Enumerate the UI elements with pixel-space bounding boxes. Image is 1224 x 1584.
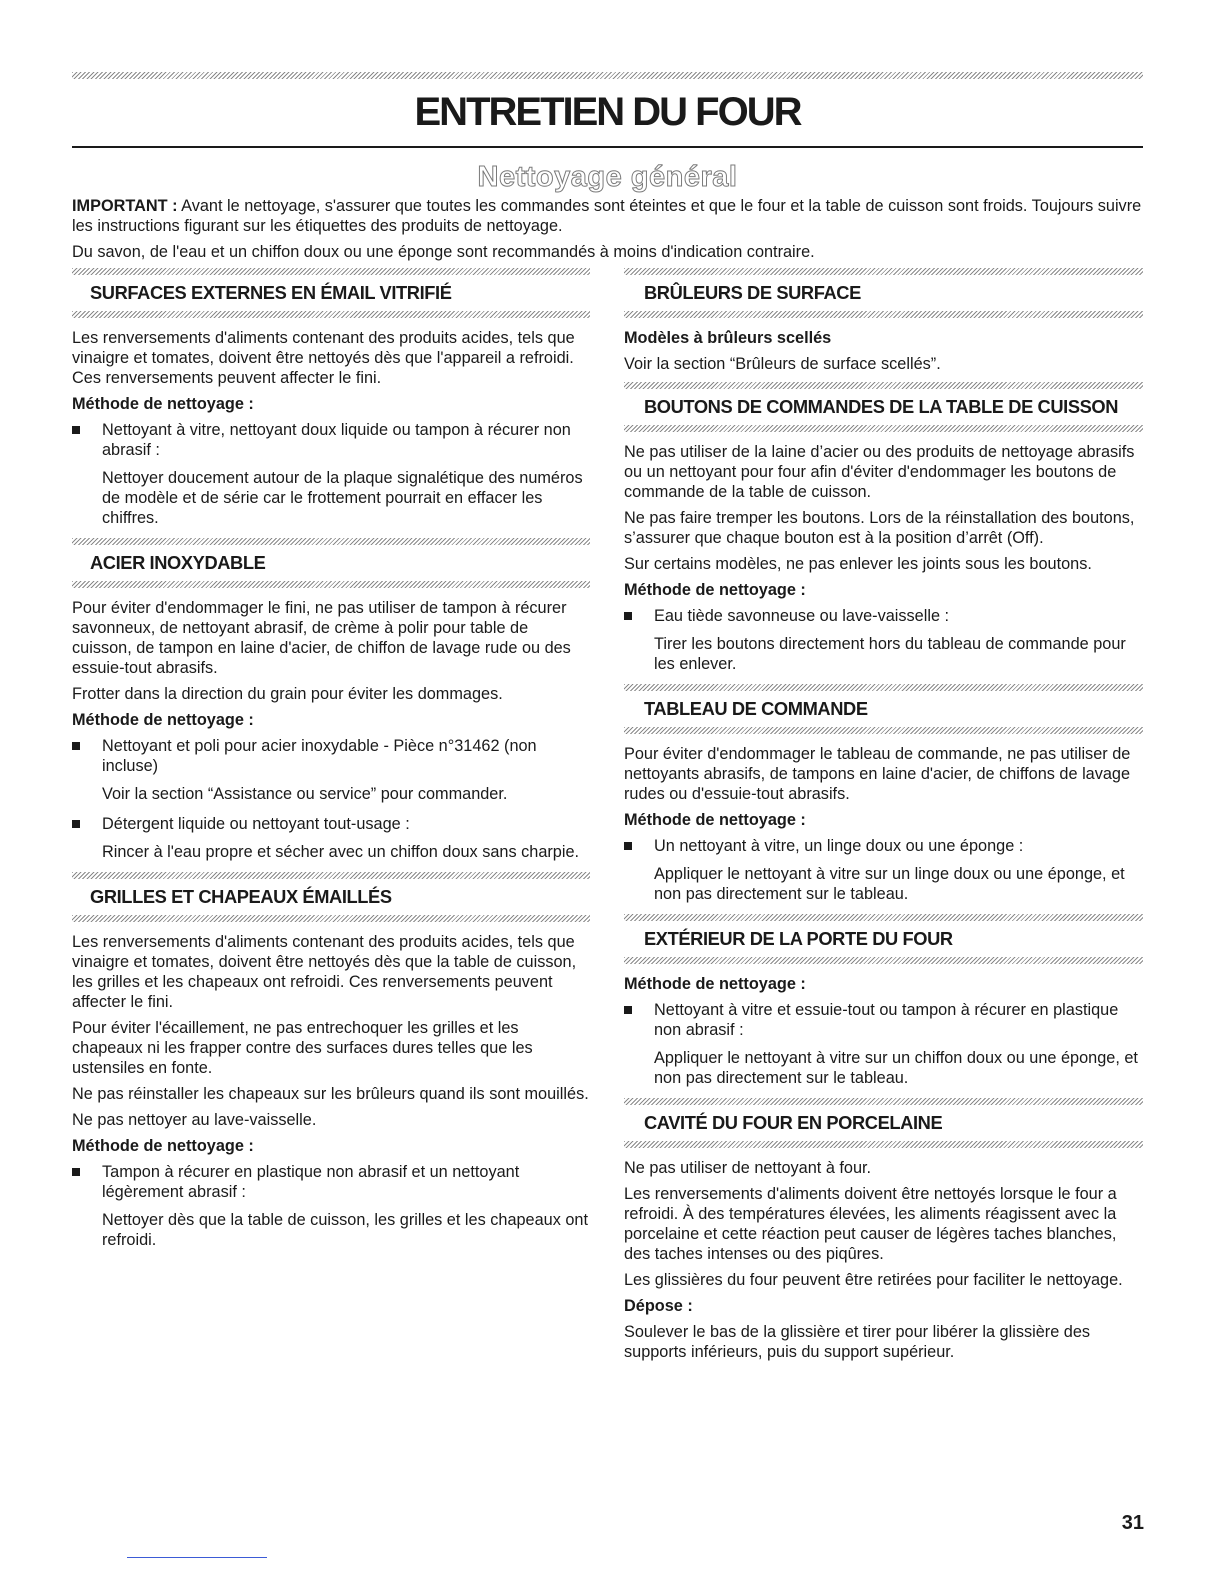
top-hatch-divider bbox=[72, 72, 1143, 79]
bullet-text: Détergent liquide ou nettoyant tout-usage : bbox=[102, 815, 410, 833]
bullet-square-icon bbox=[72, 742, 80, 750]
paragraph: Sur certains modèles, ne pas enlever les joints sous les boutons. bbox=[624, 555, 1092, 573]
section-bruleurs-surface bbox=[624, 268, 1143, 374]
paragraph: Ne pas utiliser de nettoyant à four. bbox=[624, 1159, 872, 1177]
paragraph: Ne pas utiliser de la laine d’acier ou des produits de nettoyage abrasifs ou un nettoyant pour four afin d'éviter d'endommager les boutons de commande de la table de cuisson. bbox=[624, 443, 1135, 501]
bullet-detail: Nettoyer dès que la table de cuisson, les grilles et les chapeaux ont refroidi. bbox=[102, 1211, 589, 1249]
method-label: Modèles à brûleurs scellés bbox=[624, 329, 832, 347]
section-heading: TABLEAU DE COMMANDE bbox=[644, 698, 868, 719]
section-body bbox=[72, 588, 590, 862]
section-cavite-four bbox=[624, 1098, 1143, 1362]
section-porte-four bbox=[624, 914, 1143, 1088]
section-divider bbox=[624, 727, 1143, 734]
section-body bbox=[624, 964, 1143, 1088]
section-heading: CAVITÉ DU FOUR EN PORCELAINE bbox=[644, 1112, 943, 1133]
important-text: Avant le nettoyage, s'assurer que toutes les commandes sont éteintes et que le four et la table de cuisson sont froids. Toujours suivre les instructions figurant sur les étiquettes des produits de nettoyage. bbox=[72, 197, 1142, 235]
section-body bbox=[72, 922, 590, 1250]
section-email-vitrifie bbox=[72, 268, 590, 528]
bullet-item bbox=[624, 836, 1143, 856]
page-title: ENTRETIEN DU FOUR bbox=[414, 90, 801, 134]
bullet-detail: Tirer les boutons directement hors du tableau de commande pour les enlever. bbox=[654, 635, 1126, 673]
section-heading: BRÛLEURS DE SURFACE bbox=[644, 282, 861, 303]
method-label: Méthode de nettoyage : bbox=[72, 395, 254, 413]
bullet-text: Nettoyant à vitre, nettoyant doux liquide ou tampon à récurer non abrasif : bbox=[102, 421, 571, 459]
section-divider bbox=[72, 538, 590, 545]
intro bbox=[72, 196, 1143, 268]
bullet-square-icon bbox=[624, 842, 632, 850]
section-divider bbox=[72, 311, 590, 318]
section-divider bbox=[624, 957, 1143, 964]
bullet-detail: Voir la section “Assistance ou service” pour commander. bbox=[102, 785, 508, 803]
paragraph: Frotter dans la direction du grain pour éviter les dommages. bbox=[72, 685, 503, 703]
section-divider bbox=[624, 1098, 1143, 1105]
section-body bbox=[624, 734, 1143, 904]
paragraph: Les renversements d'aliments doivent être nettoyés lorsque le four a refroidi. À des températures élevées, les aliments réagissent avec la porcelaine et cette réaction peut causer de légères taches blanches, des taches intenses ou des piqûres. bbox=[624, 1185, 1117, 1263]
section-divider bbox=[72, 915, 590, 922]
bullet-text: Tampon à récurer en plastique non abrasif et un nettoyant légèrement abrasif : bbox=[102, 1163, 520, 1201]
bullet-item bbox=[72, 736, 590, 776]
bullet-item bbox=[624, 606, 1143, 626]
method-label: Dépose : bbox=[624, 1297, 693, 1315]
section-divider bbox=[72, 581, 590, 588]
bullet-square-icon bbox=[72, 1168, 80, 1176]
important-note bbox=[72, 196, 1143, 236]
section-divider bbox=[624, 268, 1143, 275]
title-rule bbox=[72, 146, 1143, 148]
section-heading: EXTÉRIEUR DE LA PORTE DU FOUR bbox=[644, 928, 953, 949]
method-label: Méthode de nettoyage : bbox=[624, 811, 806, 829]
page-number: 31 bbox=[1121, 1512, 1144, 1534]
method-label: Méthode de nettoyage : bbox=[624, 975, 806, 993]
paragraph: Ne pas nettoyer au lave-vaisselle. bbox=[72, 1111, 317, 1129]
paragraph: Pour éviter d'endommager le tableau de commande, ne pas utiliser de nettoyants abrasifs, de tampons en laine d'acier, de chiffons de lavage rudes ou d'essuie-tout abrasifs. bbox=[624, 745, 1131, 803]
section-heading: GRILLES ET CHAPEAUX ÉMAILLÉS bbox=[90, 886, 392, 907]
section-divider bbox=[72, 872, 590, 879]
left-column bbox=[72, 268, 590, 1260]
section-divider bbox=[624, 311, 1143, 318]
important-label: IMPORTANT : bbox=[72, 197, 178, 215]
paragraph: Pour éviter d'endommager le fini, ne pas utiliser de tampon à récurer savonneux, de nettoyant abrasif, de crème à polir pour table de cuisson, de tampon en laine d'acier, de chiffon de lavage rude ou des essuie-tout abrasifs. bbox=[72, 599, 571, 677]
section-heading: SURFACES EXTERNES EN ÉMAIL VITRIFIÉ bbox=[90, 282, 452, 303]
paragraph: Soulever le bas de la glissière et tirer pour libérer la glissière des supports inférieurs, puis du support supérieur. bbox=[624, 1323, 1091, 1361]
section-divider bbox=[624, 382, 1143, 389]
section-boutons-commandes bbox=[624, 382, 1143, 674]
bullet-square-icon bbox=[624, 1006, 632, 1014]
bullet-item bbox=[72, 420, 590, 460]
bullet-text: Eau tiède savonneuse ou lave-vaisselle : bbox=[654, 607, 950, 625]
paragraph: Les renversements d'aliments contenant des produits acides, tels que vinaigre et tomates, doivent être nettoyés dès que la table de cuisson, les grilles et les chapeaux ont refroidi. Ces renversements peuvent affecter le fini. bbox=[72, 933, 577, 1011]
section-grilles-chapeaux bbox=[72, 872, 590, 1250]
section-heading: BOUTONS DE COMMANDES DE LA TABLE DE CUISSON bbox=[644, 396, 1119, 417]
section-tableau-commande bbox=[624, 684, 1143, 904]
bullet-detail: Rincer à l'eau propre et sécher avec un chiffon doux sans charpie. bbox=[102, 843, 580, 861]
section-heading: ACIER INOXYDABLE bbox=[90, 552, 266, 573]
section-body bbox=[624, 432, 1143, 674]
section-divider bbox=[624, 425, 1143, 432]
bullet-detail: Nettoyer doucement autour de la plaque signalétique des numéros de modèle et de série car le frottement pourrait en effacer les chiffres. bbox=[102, 469, 583, 527]
method-label: Méthode de nettoyage : bbox=[72, 711, 254, 729]
bullet-square-icon bbox=[624, 612, 632, 620]
section-divider bbox=[72, 268, 590, 275]
section-divider bbox=[624, 914, 1143, 921]
method-label: Méthode de nettoyage : bbox=[72, 1137, 254, 1155]
right-column bbox=[624, 268, 1143, 1370]
section-acier-inoxydable bbox=[72, 538, 590, 862]
bullet-text: Nettoyant à vitre et essuie-tout ou tampon à récurer en plastique non abrasif : bbox=[654, 1001, 1119, 1039]
bullet-square-icon bbox=[72, 426, 80, 434]
bullet-square-icon bbox=[72, 820, 80, 828]
section-body bbox=[72, 318, 590, 528]
section-body bbox=[624, 1148, 1143, 1362]
bullet-detail: Appliquer le nettoyant à vitre sur un chiffon doux ou une éponge, et non pas directement sur le tableau. bbox=[654, 1049, 1138, 1087]
paragraph: Les glissières du four peuvent être retirées pour faciliter le nettoyage. bbox=[624, 1271, 1123, 1289]
section-body bbox=[624, 318, 1143, 374]
paragraph: Voir la section “Brûleurs de surface scellés”. bbox=[624, 355, 941, 373]
paragraph: Ne pas réinstaller les chapeaux sur les brûleurs quand ils sont mouillés. bbox=[72, 1085, 589, 1103]
section-divider bbox=[624, 684, 1143, 691]
bullet-text: Un nettoyant à vitre, un linge doux ou une éponge : bbox=[654, 837, 1024, 855]
paragraph: Les renversements d'aliments contenant des produits acides, tels que vinaigre et tomates, doivent être nettoyés dès que l'appareil a refroidi. Ces renversements peuvent affecter le fini. bbox=[72, 329, 575, 387]
method-label: Méthode de nettoyage : bbox=[624, 581, 806, 599]
bullet-item bbox=[624, 1000, 1143, 1040]
general-note: Du savon, de l'eau et un chiffon doux ou une éponge sont recommandés à moins d'indication contraire. bbox=[72, 243, 815, 261]
paragraph: Pour éviter l'écaillement, ne pas entrechoquer les grilles et les chapeaux ni les frapper contre des surfaces dures telles que les ustensiles en fonte. bbox=[72, 1019, 533, 1077]
bullet-text: Nettoyant et poli pour acier inoxydable - Pièce n°31462 (non incluse) bbox=[102, 737, 537, 775]
section-divider bbox=[624, 1141, 1143, 1148]
bullet-item bbox=[72, 814, 590, 834]
bullet-detail: Appliquer le nettoyant à vitre sur un linge doux ou une éponge, et non pas directement sur le tableau. bbox=[654, 865, 1125, 903]
paragraph: Ne pas faire tremper les boutons. Lors de la réinstallation des boutons, s’assurer que chaque bouton est à la position d’arrêt (Off). bbox=[624, 509, 1135, 547]
section-subtitle: Nettoyage général bbox=[477, 161, 738, 193]
bullet-item bbox=[72, 1162, 590, 1202]
footer-line bbox=[127, 1557, 267, 1558]
